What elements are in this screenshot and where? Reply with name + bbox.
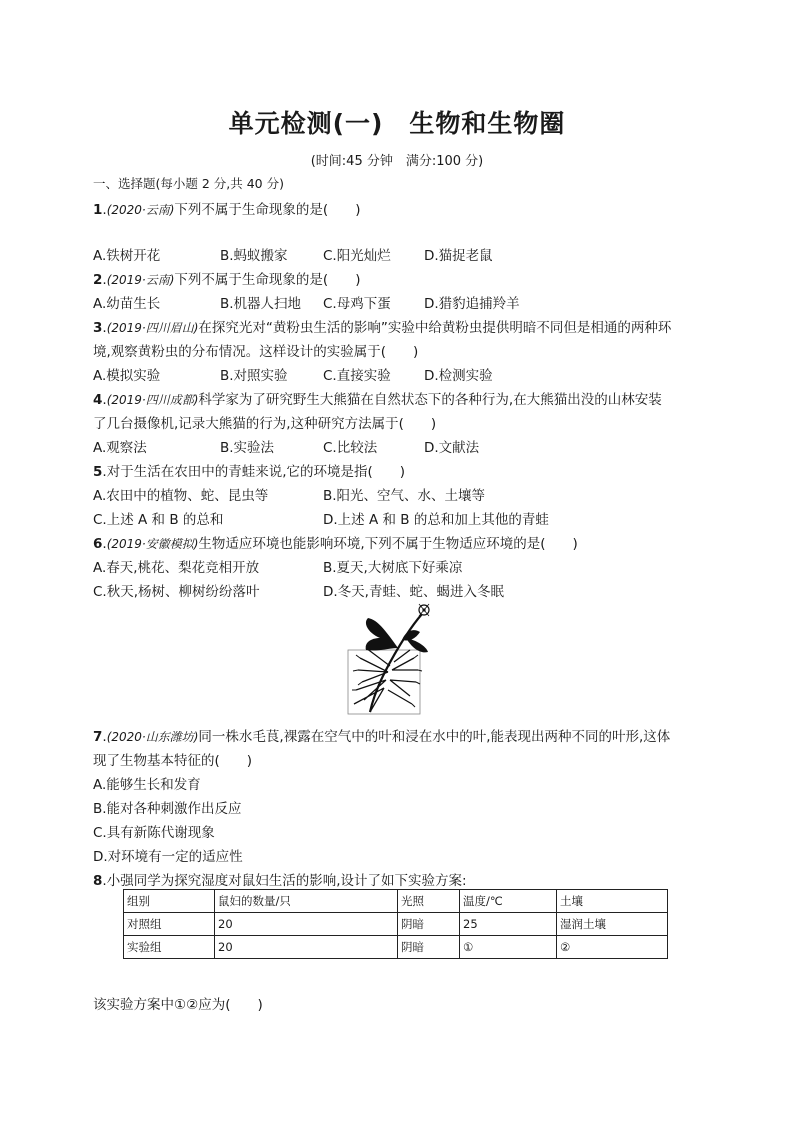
table-header: 光照 bbox=[398, 890, 460, 913]
table-cell: 对照组 bbox=[124, 913, 215, 936]
page-title: 单元检测(一) 生物和生物圈 bbox=[228, 109, 566, 138]
question-8 bbox=[93, 869, 467, 889]
question-number: 3 bbox=[93, 320, 103, 336]
option-a: A.春天,桃花、梨花竞相开放 bbox=[93, 560, 260, 576]
table-cell: 阴暗 bbox=[398, 913, 460, 936]
question-text: .小强同学为探究湿度对鼠妇生活的影响,设计了如下实验方案: bbox=[102, 873, 467, 889]
question-source: (2019·云南) bbox=[106, 273, 175, 287]
table-cell: ① bbox=[460, 936, 557, 959]
option-b: B.对照实验 bbox=[220, 368, 288, 384]
question-text-cont: 了几台摄像机,记录大熊猫的行为,这种研究方法属于( ) bbox=[93, 416, 437, 432]
option-a: A.能够生长和发育 bbox=[93, 777, 201, 793]
option-d: D.对环境有一定的适应性 bbox=[93, 849, 243, 865]
option-c: C.秋天,杨树、柳树纷纷落叶 bbox=[93, 584, 260, 600]
table-header: 温度/℃ bbox=[460, 890, 557, 913]
option-d: D.猎豹追捕羚羊 bbox=[424, 296, 520, 312]
table-row bbox=[124, 936, 668, 959]
question-text: 下列不属于生命现象的是( ) bbox=[174, 272, 361, 288]
question-text-cont: 境,观察黄粉虫的分布情况。这样设计的实验属于( ) bbox=[93, 344, 419, 360]
question-2: 2.(2019·云南)下列不属于生命现象的是( ) bbox=[93, 272, 361, 288]
option-b: B.蚂蚁搬家 bbox=[220, 248, 288, 264]
exam-info: (时间:45 分钟 满分:100 分) bbox=[310, 154, 484, 169]
question-5 bbox=[93, 460, 405, 480]
option-d: D.冬天,青蛙、蛇、蝎进入冬眠 bbox=[323, 584, 504, 600]
question-1: 1.(2020·云南)下列不属于生命现象的是( ) bbox=[93, 202, 361, 218]
section-heading: 一、选择题(每小题 2 分,共 40 分) bbox=[93, 176, 284, 191]
question-number: 8 bbox=[93, 873, 103, 889]
option-d: D.猫捉老鼠 bbox=[424, 248, 493, 264]
table-cell: 湿润土壤 bbox=[557, 913, 668, 936]
option-b: B.机器人扫地 bbox=[220, 296, 302, 312]
question-number: 6 bbox=[93, 536, 103, 552]
option-b: B.实验法 bbox=[220, 440, 275, 456]
question-source: (2019·四川成都) bbox=[106, 393, 199, 407]
option-c: C.母鸡下蛋 bbox=[323, 296, 391, 312]
option-a: A.观察法 bbox=[93, 440, 147, 456]
question-6: 6.(2019·安徽模拟)生物适应环境也能影响环境,下列不属于生物适应环境的是( ) bbox=[93, 536, 578, 552]
question-text: 下列不属于生命现象的是( ) bbox=[174, 202, 361, 218]
question-text: 在探究光对“黄粉虫生活的影响”实验中给黄粉虫提供明暗不同但是相通的两种环 bbox=[198, 320, 672, 336]
question-4: 4.(2019·四川成都)科学家为了研究野生大熊猫在自然状态下的各种行为,在大熊猫出没的山林安装 bbox=[93, 392, 662, 408]
option-c: C.比较法 bbox=[323, 440, 378, 456]
question-source: (2019·安徽模拟) bbox=[106, 537, 199, 551]
option-d: D.检测实验 bbox=[424, 368, 493, 384]
option-a: A.模拟实验 bbox=[93, 368, 161, 384]
question-number: 1 bbox=[93, 202, 103, 218]
table-header: 土壤 bbox=[557, 890, 668, 913]
table-header: 组别 bbox=[124, 890, 215, 913]
option-d: D.文献法 bbox=[424, 440, 480, 456]
question-text: 生物适应环境也能影响环境,下列不属于生物适应环境的是( ) bbox=[198, 536, 578, 552]
table-cell: 20 bbox=[215, 936, 398, 959]
option-a: A.农田中的植物、蛇、昆虫等 bbox=[93, 488, 269, 504]
question-text-cont: 现了生物基本特征的( ) bbox=[93, 753, 253, 769]
question-source: (2019·四川眉山) bbox=[106, 321, 199, 335]
question-text: 同一株水毛茛,裸露在空气中的叶和浸在水中的叶,能表现出两种不同的叶形,这体 bbox=[198, 729, 671, 745]
question-number: 2 bbox=[93, 272, 103, 288]
water-buttercup-figure bbox=[340, 600, 450, 718]
option-c: C.具有新陈代谢现象 bbox=[93, 825, 215, 841]
option-c: C.上述 A 和 B 的总和 bbox=[93, 512, 224, 528]
table-cell: ② bbox=[557, 936, 668, 959]
table-header-row bbox=[124, 890, 668, 913]
question-3: 3.(2019·四川眉山)在探究光对“黄粉虫生活的影响”实验中给黄粉虫提供明暗不同但是相通的两种环 bbox=[93, 320, 672, 336]
table-header: 鼠妇的数量/只 bbox=[215, 890, 398, 913]
option-b: B.夏天,大树底下好乘凉 bbox=[323, 560, 463, 576]
table-cell: 25 bbox=[460, 913, 557, 936]
question-8-prompt: 该实验方案中①②应为( ) bbox=[93, 997, 263, 1013]
question-source: (2020·山东潍坊) bbox=[106, 730, 199, 744]
option-a: A.幼苗生长 bbox=[93, 296, 161, 312]
question-text: 科学家为了研究野生大熊猫在自然状态下的各种行为,在大熊猫出没的山林安装 bbox=[198, 392, 662, 408]
experiment-table bbox=[123, 889, 668, 959]
table-row bbox=[124, 913, 668, 936]
table-cell: 阴暗 bbox=[398, 936, 460, 959]
option-c: C.直接实验 bbox=[323, 368, 391, 384]
question-number: 4 bbox=[93, 392, 103, 408]
option-d: D.上述 A 和 B 的总和加上其他的青蛙 bbox=[323, 512, 549, 528]
option-c: C.阳光灿烂 bbox=[323, 248, 391, 264]
question-number: 7 bbox=[93, 729, 103, 745]
option-b: B.能对各种刺激作出反应 bbox=[93, 801, 242, 817]
option-b: B.阳光、空气、水、土壤等 bbox=[323, 488, 486, 504]
table-cell: 20 bbox=[215, 913, 398, 936]
question-7: 7.(2020·山东潍坊)同一株水毛茛,裸露在空气中的叶和浸在水中的叶,能表现出两种不同的叶形,这体 bbox=[93, 729, 671, 745]
question-text: .对于生活在农田中的青蛙来说,它的环境是指( ) bbox=[102, 464, 406, 480]
question-source: (2020·云南) bbox=[106, 203, 175, 217]
option-a: A.铁树开花 bbox=[93, 248, 161, 264]
table-cell: 实验组 bbox=[124, 936, 215, 959]
question-number: 5 bbox=[93, 464, 103, 480]
